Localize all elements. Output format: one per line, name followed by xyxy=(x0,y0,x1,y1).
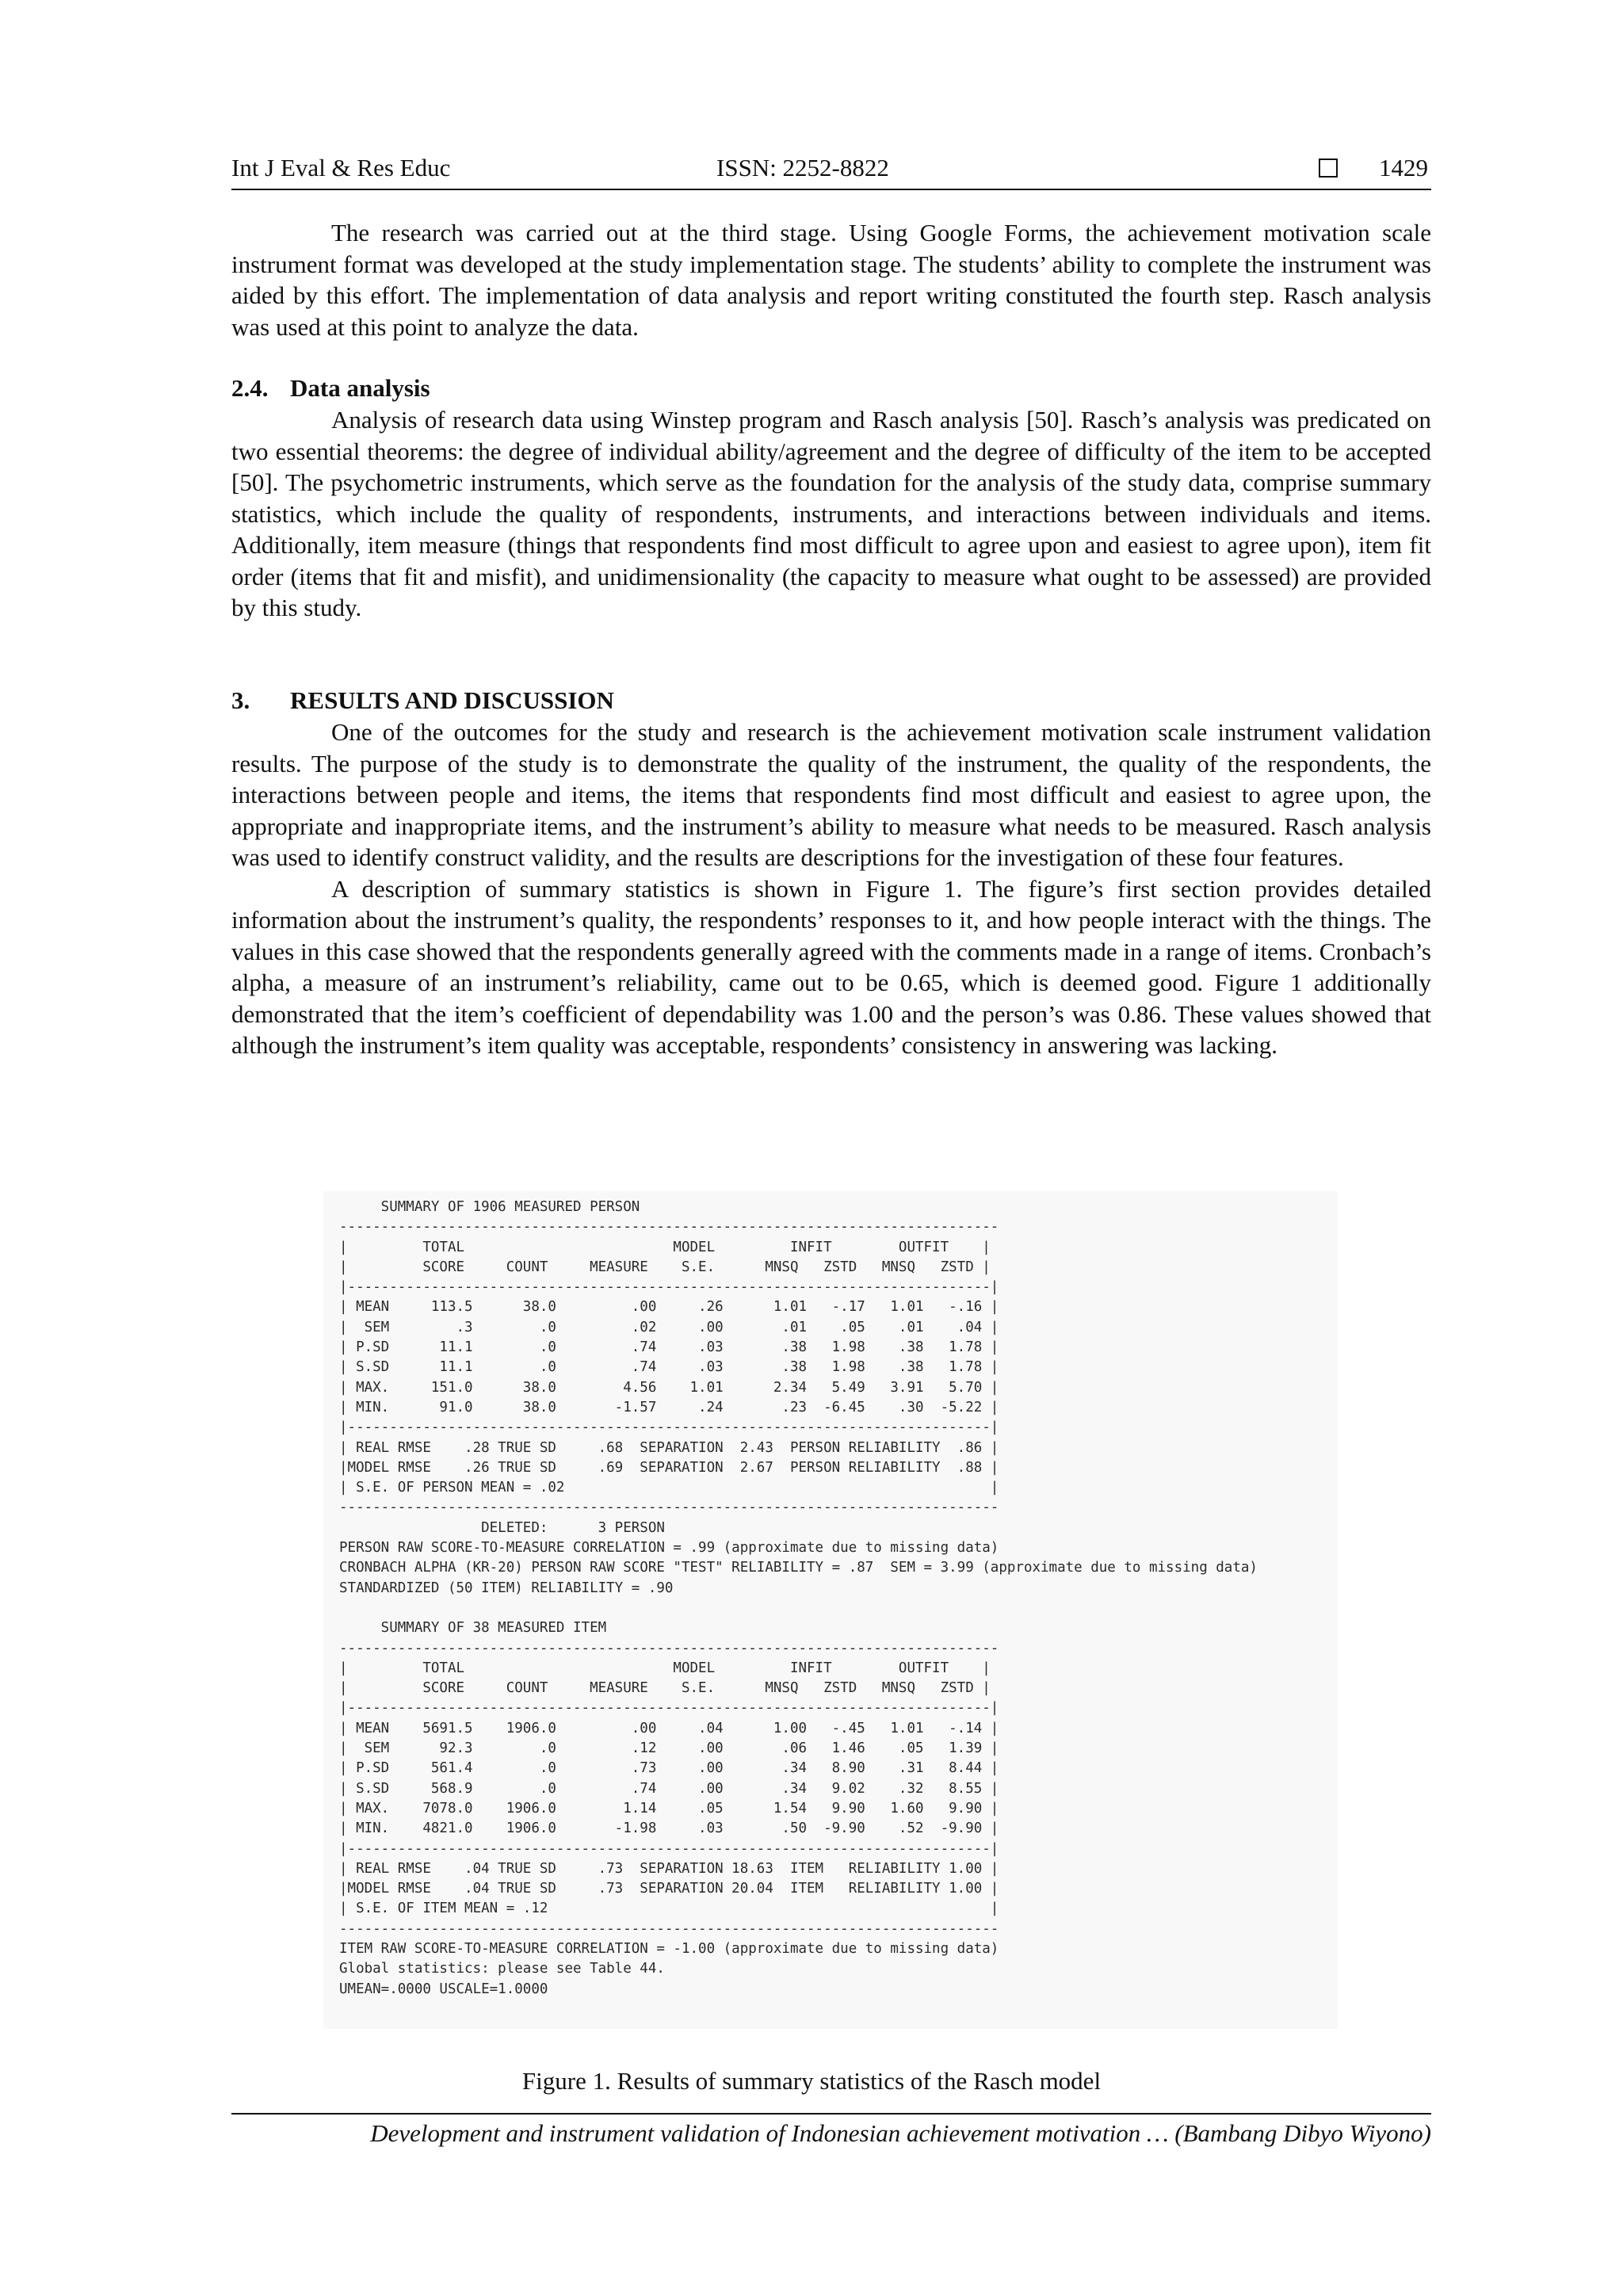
results-paragraph-1: One of the outcomes for the study and research is the achievement motivation scale instrument validation results. The purpose of the study is to demonstrate the quality of the instrument, the quality of the respondents, the interactions between people and items, the items that respondents find most difficult and easiest to agree upon, the appropriate and inappropriate items, and the instrument’s ability to measure what needs to be measured. Rasch analysis was used to identify construct validity, and the results are descriptions for the investigation of these four features. xyxy=(231,718,1431,871)
results-paragraph-2: A description of summary statistics is shown in Figure 1. The figure’s first section provides detailed information about the instrument’s quality, the respondents’ responses to it, and how people interact with the things. The values in this case showed that the respondents generally agreed with the comments made in a range of items. Cronbach’s alpha, a measure of an instrument’s reliability, came out to be 0.65, which is deemed good. Figure 1 additionally demonstrated that the item’s coefficient of dependability was 1.00 and the person’s was 0.86. These values showed that although the instrument’s item quality was acceptable, respondents’ consistency in answering was lacking. xyxy=(231,874,1431,1059)
section-title: RESULTS AND DISCUSSION xyxy=(290,686,614,714)
results-paragraph-block xyxy=(231,716,1431,1061)
data-analysis-paragraph-block xyxy=(231,404,1431,624)
section-number: 2.4. xyxy=(231,374,269,402)
section-heading-data-analysis xyxy=(231,374,430,403)
section-title: Data analysis xyxy=(290,374,430,402)
intro-paragraph: The research was carried out at the third stage. Using Google Forms, the achievement motivation scale instrument format was developed at the study implementation stage. The students’ ability to complete the instrument was aided by this effort. The implementation of data analysis and report writing constituted the fourth step. Rasch analysis was used at this point to analyze the data. xyxy=(231,219,1431,341)
figure-1-winsteps-output xyxy=(323,1191,1338,2029)
figure-caption: Figure 1. Results of summary statistics of the Rasch model xyxy=(521,2067,1102,2095)
page-number: 1429 xyxy=(1379,154,1428,181)
running-header xyxy=(231,154,1431,190)
intro-paragraph-block xyxy=(231,217,1431,342)
data-analysis-paragraph: Analysis of research data using Winstep program and Rasch analysis [50]. Rasch’s analysis was predicated on two essential theorems: the degree of individual ability/agreement and the degree of difficulty of the item to be accepted [50]. The psychometric instruments, which serve as the foundation for the analysis of the study data, comprise summary statistics, which include the quality of respondents, instruments, and interactions between individuals and items. Additionally, item measure (things that respondents find most difficult to agree upon and easiest to agree upon), item fit order (items that fit and misfit), and unidimensionality (the capacity to measure what ought to be assessed) are provided by this study. xyxy=(231,406,1431,621)
section-heading-results xyxy=(231,686,614,715)
journal-name: Int J Eval & Res Educ xyxy=(231,154,451,181)
issn: ISSN: 2252-8822 xyxy=(716,154,889,181)
square-bullet-icon xyxy=(1319,159,1338,178)
summary-statistics-output: SUMMARY OF 1906 MEASURED PERSON ------------------------------------------------------------------------------- | TOTAL MODEL INFIT OUTFIT | | SCORE COUNT MEASURE S.E. MNSQ ZSTD MNSQ ZSTD | |-----------------------------------------------------------------------------| | MEAN 113.5 38.0 .00 .26 1.01 -.17 1.01 -.16 | | SEM .3 .0 .02 .00 .01 .05 .01 .04 | | P.SD 11.1 .0 .74 .03 .38 1.98 .38 1.78 | | S.SD 11.1 .0 .74 .03 .38 1.98 .38 1.78 | | MAX. 151.0 38.0 4.56 1.01 2.34 5.49 3.91 5.70 | | MIN. 91.0 38.0 -1.57 .24 .23 -6.45 .30 -5.22 | |-----------------------------------------------------------------------------| | REAL RMSE .28 TRUE SD .68 SEPARATION 2.43 PERSON RELIABILITY .86 | |MODEL RMSE .26 TRUE SD .69 SEPARATION 2.67 PERSON RELIABILITY .88 | | S.E. OF PERSON MEAN = .02 | ------------------------------------------------------------------------------- DELETED: 3 PERSON PERSON RAW SCORE-TO-MEASURE CORRELATION = .99 (approximate due to missing data) CRONBACH ALPHA (KR-20) PERSON RAW SCORE "TEST" RELIABILITY = .87 SEM = 3.99 (approximate due to missing data) STANDARDIZED (50 ITEM) RELIABILITY = .90 SUMMARY OF 38 MEASURED ITEM ------------------------------------------------------------------------------- | TOTAL MODEL INFIT OUTFIT | | SCORE COUNT MEASURE S.E. MNSQ ZSTD MNSQ ZSTD | |-----------------------------------------------------------------------------| | MEAN 5691.5 1906.0 .00 .04 1.00 -.45 1.01 -.14 | | SEM 92.3 .0 .12 .00 .06 1.46 .05 1.39 | | P.SD 561.4 .0 .73 .00 .34 8.90 .31 8.44 | | S.SD 568.9 .0 .74 .00 .34 9.02 .32 8.55 | | MAX. 7078.0 1906.0 1.14 .05 1.54 9.90 1.60 9.90 | | MIN. 4821.0 1906.0 -1.98 .03 .50 -9.90 .52 -9.90 | |-----------------------------------------------------------------------------| | REAL RMSE .04 TRUE SD .73 SEPARATION 18.63 ITEM RELIABILITY 1.00 | |MODEL RMSE .04 TRUE SD .73 SEPARATION 20.04 ITEM RELIABILITY 1.00 | | S.E. OF ITEM MEAN = .12 | ------------------------------------------------------------------------------- ITEM RAW SCORE-TO-MEASURE CORRELATION = -1.00 (approximate due to missing data) Global statistics: please see Table 44. UMEAN=.0000 USCALE=1.0000 xyxy=(339,1199,1258,1997)
section-number: 3. xyxy=(231,686,250,714)
running-footer: Development and instrument validation of Indonesian achievement motivation … (Bambang Dibyo Wiyono) xyxy=(231,2113,1431,2148)
